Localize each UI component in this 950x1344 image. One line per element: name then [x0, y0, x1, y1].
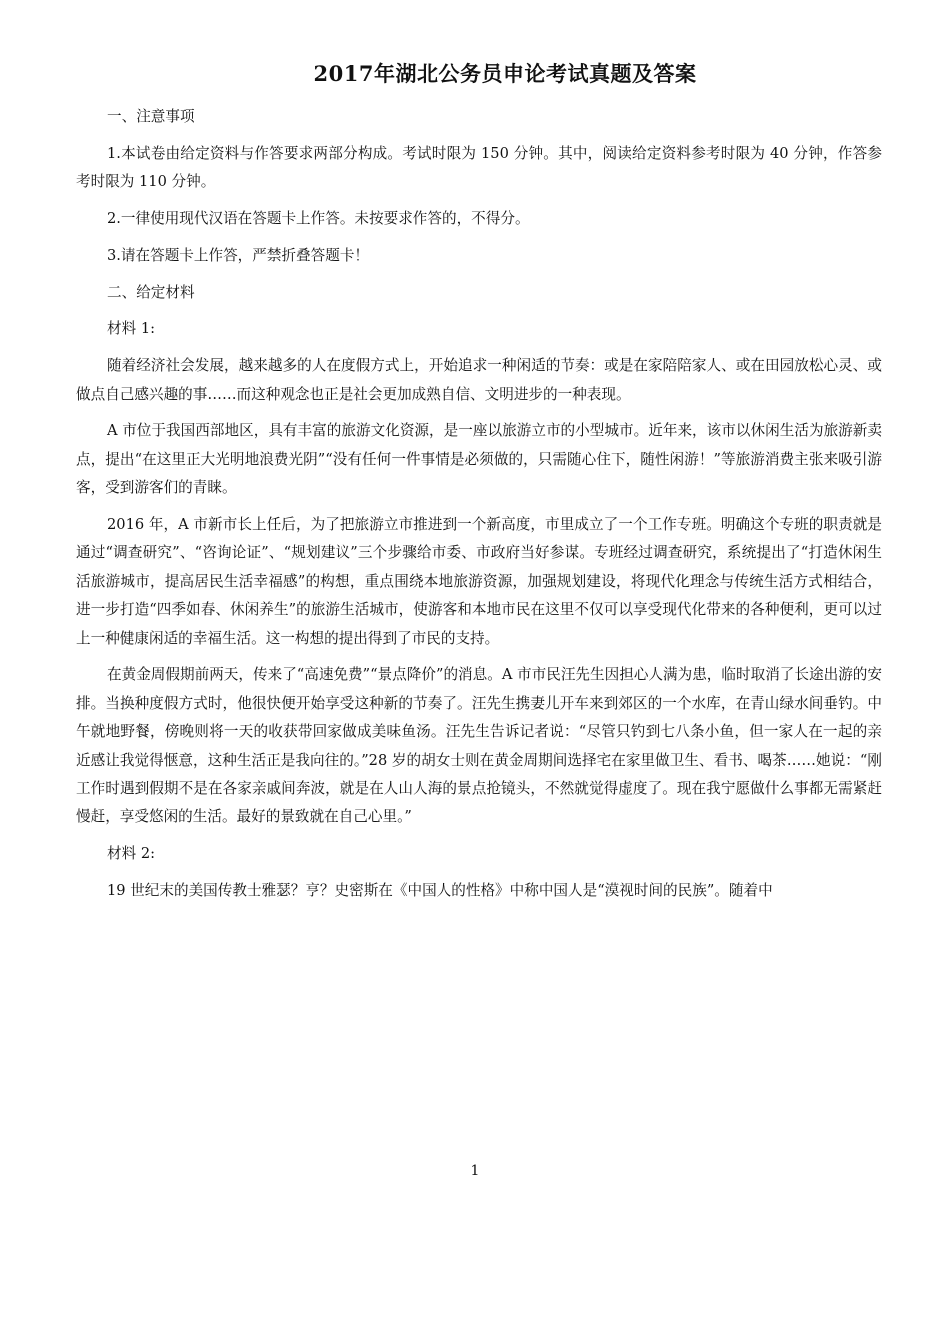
note-item-3: 3.请在答题卡上作答，严禁折叠答题卡！ [107, 246, 370, 264]
note-item-2: 2.一律使用现代汉语在答题卡上作答。未按要求作答的，不得分。 [107, 210, 530, 227]
document-title: 2017年湖北公务员申论考试真题及答案 [313, 61, 697, 86]
heading-notes: 一、注意事项 [107, 108, 195, 125]
document-body [76, 103, 882, 914]
paragraph: 在黄金周假期前两天，传来了“高速免费”“景点降价”的消息。A 市市民汪先生因担心人满为患，临时取消了长途出游的安排。当换种度假方式时，他很快便开始享受这种新的节奏了。汪先生携妻儿开车来到郊区的一个水库，在青山绿水间垂钓。中午就地野餐，傍晚则将一天的收获带回家做成美味鱼汤。汪先生告诉记者说：“尽管只钓到七八条小鱼，但一家人在一起的亲近感让我觉得惬意，这种生活正是我向往的。”28 岁的胡女士则在黄金周期间选择宅在家里做卫生、看书、喝茶……她说：“刚工作时遇到假期不是在各家亲戚间奔波，就是在人山人海的景点抢镜头，不然就觉得虚度了。现在我宁愿做什么事都无需紧赶慢赶，享受悠闲的生活。最好的景致就在自己心里。” [76, 666, 882, 826]
page-number: 1 [470, 1163, 480, 1179]
paragraph: 2016 年，A 市新市长上任后，为了把旅游立市推进到一个新高度，市里成立了一个工作专班。明确这个专班的职责就是通过“调查研究”、“咨询论证”、“规划建议”三个步骤给市委、市政府当好参谋。专班经过调查研究，系统提出了“打造休闲生活旅游城市，提高居民生活幸福感”的构想，重点围绕本地旅游资源，加强规划建设，将现代化理念与传统生活方式相结合，进一步打造“四季如春、休闲养生”的旅游生活城市，使游客和本地市民在这里不仅可以享受现代化带来的各种便利，更可以过上一种健康闲适的幸福生活。这一构想的提出得到了市民的支持。 [76, 516, 882, 647]
note-item-1: 1.本试卷由给定资料与作答要求两部分构成。考试时限为 150 分钟。其中，阅读给定资料参考时限为 40 分钟，作答参考时限为 110 分钟。 [76, 144, 882, 191]
material-1-label: 材料 1: [107, 320, 156, 338]
paragraph: A 市位于我国西部地区，具有丰富的旅游文化资源，是一座以旅游立市的小型城市。近年来，该市以休闲生活为旅游新卖点，提出“在这里正大光明地浪费光阴”“没有任何一件事情是必须做的，只需随心住下，随性闲游！”等旅游消费主张来吸引游客，受到游客们的青睐。 [76, 422, 882, 497]
material-2-label: 材料 2: [107, 845, 156, 863]
heading-materials: 二、给定材料 [107, 283, 195, 301]
paragraph: 随着经济社会发展，越来越多的人在度假方式上，开始追求一种闲适的节奏：或是在家陪陪家人、或在田园放松心灵、或做点自己感兴趣的事……而这种观念也正是社会更加成熟自信、文明进步的一种表现。 [76, 357, 882, 403]
paragraph: 19 世纪末的美国传教士雅瑟？亨？史密斯在《中国人的性格》中称中国人是“漠视时间的民族”。随着中 [107, 882, 773, 900]
